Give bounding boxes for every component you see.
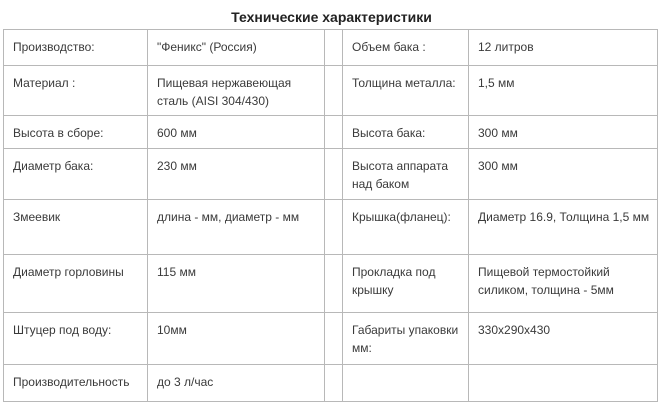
table-row <box>4 149 658 200</box>
spec-value: 10мм <box>148 313 325 365</box>
spacer-cell <box>325 313 343 365</box>
table-row <box>4 313 658 365</box>
spec-value: длина - мм, диаметр - мм <box>148 200 325 255</box>
spacer-cell <box>325 149 343 200</box>
table-row <box>4 365 658 402</box>
spec-label: Производительность <box>4 365 148 402</box>
table-row <box>4 30 658 66</box>
spec-value: Пищевая нержавеющая сталь (AISI 304/430) <box>148 66 325 116</box>
table-row <box>4 66 658 116</box>
table-row <box>4 255 658 313</box>
spec-value: 600 мм <box>148 116 325 149</box>
spacer-cell <box>325 200 343 255</box>
spec-value: "Феникс" (Россия) <box>148 30 325 66</box>
spec-value: до 3 л/час <box>148 365 325 402</box>
spec-label: Штуцер под воду: <box>4 313 148 365</box>
spec-label: Прокладка под крышку <box>343 255 469 313</box>
spec-value <box>469 365 658 402</box>
spec-label: Толщина металла: <box>343 66 469 116</box>
spec-value: 1,5 мм <box>469 66 658 116</box>
page-title: Технические характеристики <box>231 9 432 25</box>
spacer-cell <box>325 30 343 66</box>
spec-label: Высота бака: <box>343 116 469 149</box>
table-row <box>4 116 658 149</box>
spacer-cell <box>325 66 343 116</box>
spec-label: Объем бака : <box>343 30 469 66</box>
spec-label: Материал : <box>4 66 148 116</box>
specs-table <box>3 29 658 402</box>
spec-label: Производство: <box>4 30 148 66</box>
spec-label: Высота аппарата над баком <box>343 149 469 200</box>
spec-value: Пищевой термостойкий силиком, толщина - 5мм <box>469 255 658 313</box>
spec-value: 300 мм <box>469 116 658 149</box>
spec-label: Габариты упаковки мм: <box>343 313 469 365</box>
spec-label: Крышка(фланец): <box>343 200 469 255</box>
spec-value: 230 мм <box>148 149 325 200</box>
spacer-cell <box>325 116 343 149</box>
spec-value: 12 литров <box>469 30 658 66</box>
spec-label <box>343 365 469 402</box>
spec-value: 115 мм <box>148 255 325 313</box>
spacer-cell <box>325 255 343 313</box>
spacer-cell <box>325 365 343 402</box>
table-row <box>4 200 658 255</box>
spec-label: Диаметр бака: <box>4 149 148 200</box>
spec-label: Змеевик <box>4 200 148 255</box>
spec-label: Высота в сборе: <box>4 116 148 149</box>
spec-label: Диаметр горловины <box>4 255 148 313</box>
spec-value: 330х290х430 <box>469 313 658 365</box>
spec-value: 300 мм <box>469 149 658 200</box>
spec-value: Диаметр 16.9, Толщина 1,5 мм <box>469 200 658 255</box>
